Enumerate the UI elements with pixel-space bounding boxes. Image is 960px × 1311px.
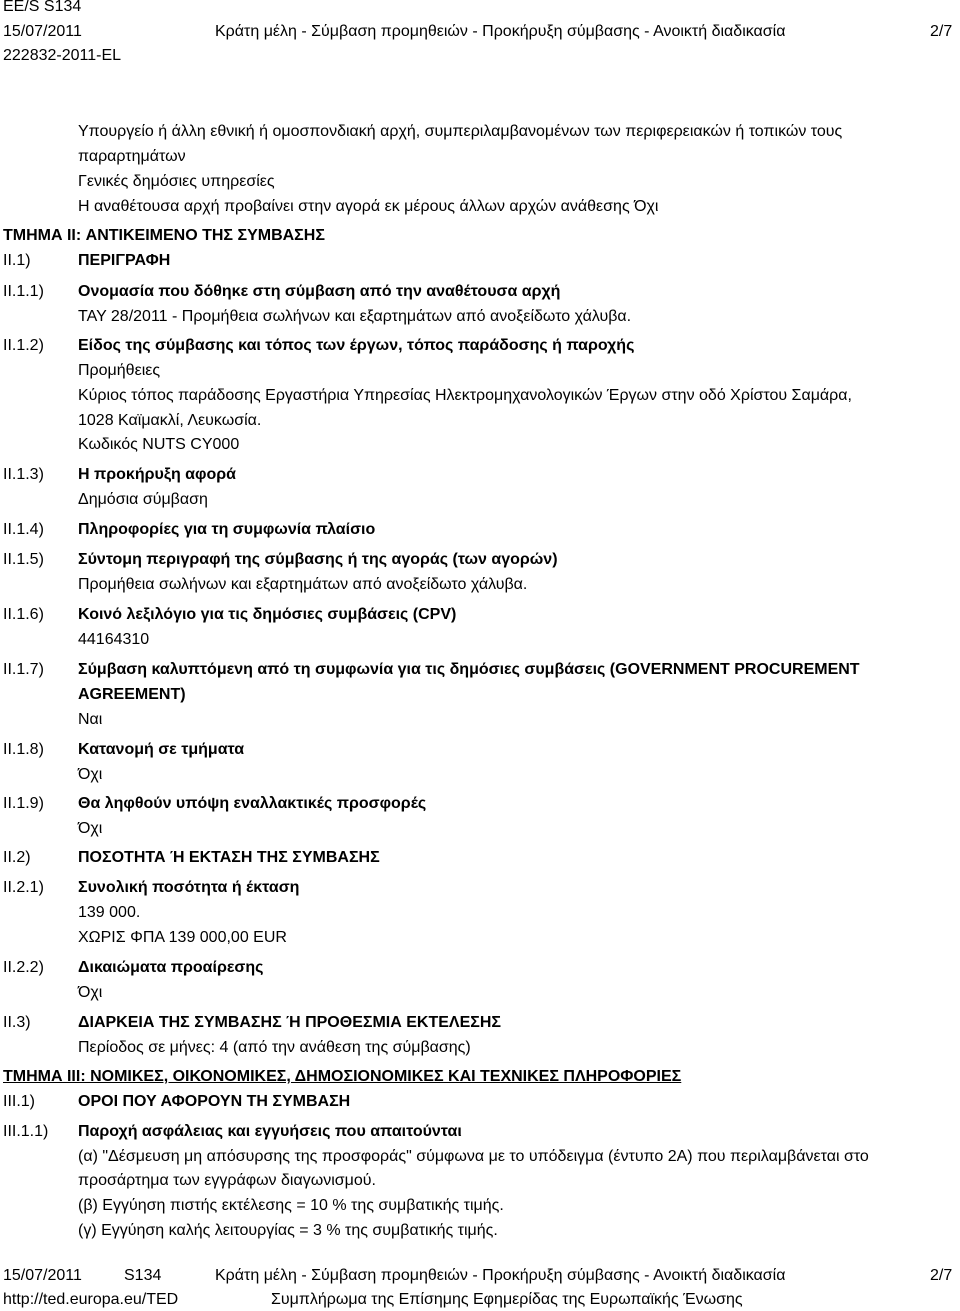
section-number: II.2.1) <box>3 879 44 896</box>
intro-line: Υπουργείο ή άλλη εθνική ή ομοσπονδιακή αρχή, συμπεριλαμβανομένων των περιφερειακών ή τοπικών τους <box>78 123 843 140</box>
footer-supplement: Συμπλήρωμα της Επίσημης Εφημερίδας της Ευρωπαϊκής Ένωσης <box>271 1291 743 1308</box>
section-number: II.2.2) <box>3 959 44 976</box>
section-number: II.1.3) <box>3 466 44 483</box>
section-title: ΠΕΡΙΓΡΑΦΗ <box>78 252 171 269</box>
section-value: (α) "Δέσμευση μη απόσυρσης της προσφοράς" σύμφωνα με το υπόδειγμα (έντυπο 2Α) που περιλαμβάνεται στο <box>78 1148 869 1165</box>
section-title: Σύντομη περιγραφή της σύμβασης ή της αγοράς (των αγορών) <box>78 551 558 568</box>
section-number: II.1) <box>3 252 31 269</box>
section-title: Πληροφορίες για τη συμφωνία πλαίσιο <box>78 521 376 538</box>
header-code: EE/S S134 <box>3 0 82 15</box>
section-title: Συνολική ποσότητα ή έκταση <box>78 879 300 896</box>
section-title: ΔΙΑΡΚΕΙΑ ΤΗΣ ΣΥΜΒΑΣΗΣ Ή ΠΡΟΘΕΣΜΙΑ ΕΚΤΕΛΕΣΗΣ <box>78 1014 502 1031</box>
section-2-heading: ΤΜΗΜΑ II: ΑΝΤΙΚΕΙΜΕΝΟ ΤΗΣ ΣΥΜΒΑΣΗΣ <box>3 227 325 244</box>
footer-page: 2/7 <box>930 1267 953 1284</box>
footer-code: S134 <box>124 1267 162 1284</box>
header-page: 2/7 <box>930 23 953 40</box>
section-number: II.1.6) <box>3 606 44 623</box>
section-value: Προμήθεια σωλήνων και εξαρτημάτων από ανοξείδωτο χάλυβα. <box>78 576 528 593</box>
section-value: Όχι <box>78 984 103 1001</box>
section-title: ΠΟΣΟΤΗΤΑ Ή ΕΚΤΑΣΗ ΤΗΣ ΣΥΜΒΑΣΗΣ <box>78 849 380 866</box>
intro-line: Η αναθέτουσα αρχή προβαίνει στην αγορά εκ μέρους άλλων αρχών ανάθεσης Όχι <box>78 198 659 215</box>
section-number: II.1.5) <box>3 551 44 568</box>
section-number: II.1.8) <box>3 741 44 758</box>
section-value: Ναι <box>78 711 103 728</box>
section-number: II.1.7) <box>3 661 44 678</box>
section-title: Παροχή ασφάλειας και εγγυήσεις που απαιτούνται <box>78 1123 462 1140</box>
section-value: Δημόσια σύμβαση <box>78 491 208 508</box>
section-value: (γ) Εγγύηση καλής λειτουργίας = 3 % της συμβατικής τιμής. <box>78 1222 498 1239</box>
section-title: Ονομασία που δόθηκε στη σύμβαση από την αναθέτουσα αρχή <box>78 283 561 300</box>
footer-date: 15/07/2011 <box>3 1267 82 1284</box>
section-number: II.1.9) <box>3 795 44 812</box>
section-value: ΤΑΥ 28/2011 - Προμήθεια σωλήνων και εξαρτημάτων από ανοξείδωτο χάλυβα. <box>78 308 632 325</box>
section-value: Περίοδος σε μήνες: 4 (από την ανάθεση της σύμβασης) <box>78 1039 471 1056</box>
section-title: Κατανομή σε τμήματα <box>78 741 245 758</box>
section-number: III.1.1) <box>3 1123 49 1140</box>
section-value: ΧΩΡΙΣ ΦΠΑ 139 000,00 EUR <box>78 929 287 946</box>
section-title: AGREEMENT) <box>78 686 186 703</box>
section-value: 44164310 <box>78 631 150 648</box>
section-value: Κύριος τόπος παράδοσης Εργαστήρια Υπηρεσίας Ηλεκτρομηχανολογικών Έργων στην οδό Χρίστου Σαμάρα, <box>78 387 852 404</box>
section-value: Όχι <box>78 820 103 837</box>
section-number: II.1.1) <box>3 283 44 300</box>
section-3-heading: ΤΜΗΜΑ III: ΝΟΜΙΚΕΣ, ΟΙΚΟΝΟΜΙΚΕΣ, ΔΗΜΟΣΙΟΝΟΜΙΚΕΣ ΚΑΙ ΤΕΧΝΙΚΕΣ ΠΛΗΡΟΦΟΡΙΕΣ <box>3 1068 682 1085</box>
section-value: 139 000. <box>78 904 141 921</box>
section-title: Κοινό λεξιλόγιο για τις δημόσιες συμβάσεις (CPV) <box>78 606 457 623</box>
section-value: Όχι <box>78 766 103 783</box>
section-title: Είδος της σύμβασης και τόπος των έργων, τόπος παράδοσης ή παροχής <box>78 337 635 354</box>
footer-title: Κράτη μέλη - Σύμβαση προμηθειών - Προκήρυξη σύμβασης - Ανοικτή διαδικασία <box>215 1267 786 1284</box>
intro-line: Γενικές δημόσιες υπηρεσίες <box>78 173 275 190</box>
section-title: ΟΡΟΙ ΠΟΥ ΑΦΟΡΟΥΝ ΤΗ ΣΥΜΒΑΣΗ <box>78 1093 351 1110</box>
section-title: Η προκήρυξη αφορά <box>78 466 236 483</box>
section-title: Σύμβαση καλυπτόμενη από τη συμφωνία για τις δημόσιες συμβάσεις (GOVERNMENT PROCUREMENT <box>78 661 860 678</box>
header-notice-id: 222832-2011-EL <box>3 47 122 64</box>
intro-line: παραρτημάτων <box>78 148 186 165</box>
footer-url[interactable]: http://ted.europa.eu/TED <box>3 1291 179 1308</box>
section-title: Θα ληφθούν υπόψη εναλλακτικές προσφορές <box>78 795 427 812</box>
header-date: 15/07/2011 <box>3 23 82 40</box>
section-number: II.3) <box>3 1014 31 1031</box>
section-number: II.1.4) <box>3 521 44 538</box>
section-number: II.1.2) <box>3 337 44 354</box>
section-value: Κωδικός NUTS CY000 <box>78 436 240 453</box>
section-title: Δικαιώματα προαίρεσης <box>78 959 264 976</box>
section-value: (β) Εγγύηση πιστής εκτέλεσης = 10 % της συμβατικής τιμής. <box>78 1197 504 1214</box>
section-number: III.1) <box>3 1093 36 1110</box>
header-title: Κράτη μέλη - Σύμβαση προμηθειών - Προκήρυξη σύμβασης - Ανοικτή διαδικασία <box>215 23 786 40</box>
section-number: II.2) <box>3 849 31 866</box>
section-value: Προμήθειες <box>78 362 161 379</box>
section-value: 1028 Καϊμακλί, Λευκωσία. <box>78 412 262 429</box>
section-value: προσάρτημα των εγγράφων διαγωνισμού. <box>78 1172 376 1189</box>
